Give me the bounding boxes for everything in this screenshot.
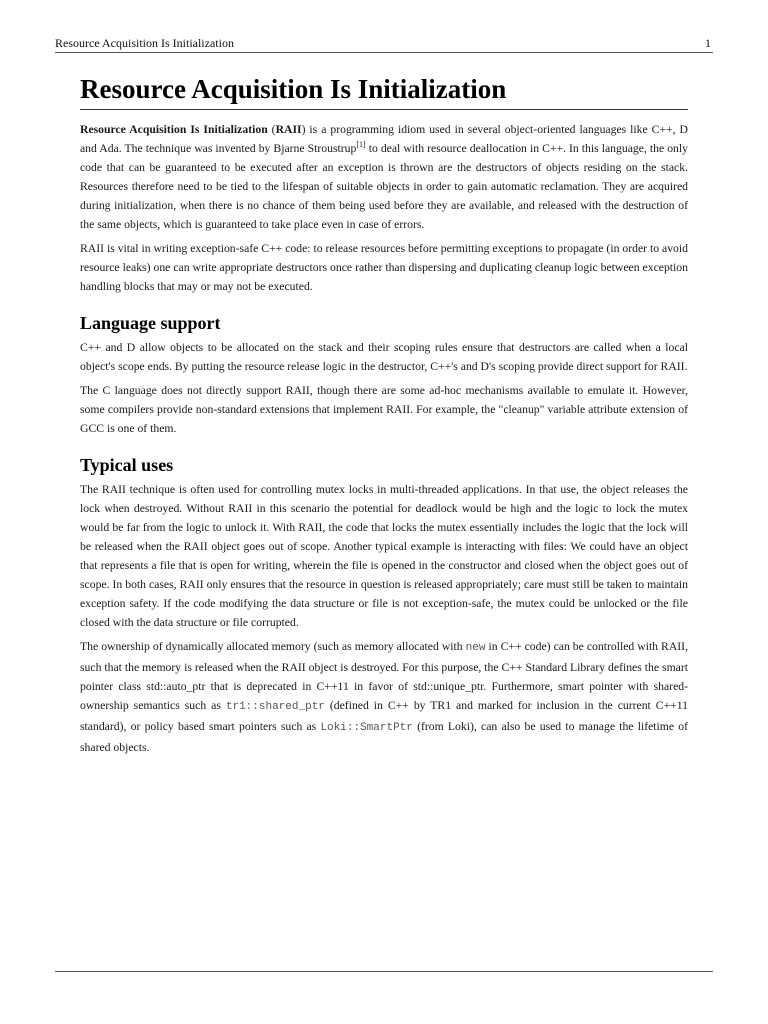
text-run: ) is a programming idiom used in several object-oriented languages like C++, D and Ada. The technique was invented by Bjarne Stroustrup xyxy=(80,123,688,155)
typical-uses-paragraph-2 xyxy=(80,637,688,757)
text-run: The ownership of dynamically allocated memory (such as memory allocated with xyxy=(80,640,466,653)
article-body xyxy=(80,72,688,762)
text-run: in C++ code) can be controlled with RAII, such that the memory is released when the RAII object is destroyed. For this purpose, the C++ Standard Library defines the smart pointer class std::auto_ptr that is deprecated in C++11 in favor of std::unique_ptr. Furthermore, smart pointer with shared-ownership semantics such as xyxy=(80,640,688,712)
inline-code: tr1::shared_ptr xyxy=(225,701,325,713)
text-run: (from Loki), can also be used to manage the lifetime of shared objects. xyxy=(80,720,688,754)
section-heading-typical-uses: Typical uses xyxy=(80,455,174,475)
defined-term: Resource Acquisition Is Initialization xyxy=(80,123,268,136)
page-number: 1 xyxy=(705,36,711,50)
language-support-paragraph-1: C++ and D allow objects to be allocated on the stack and their scoping rules ensure that destructors are called when a local object's scope ends. By putting the resource release logic in the destructor, C++'s and D's scoping provide direct support for RAII. xyxy=(80,341,688,373)
intro-paragraph-2: RAII is vital in writing exception-safe C++ code: to release resources before permitting exceptions to propagate (in order to avoid resource leaks) one can write appropriate destructors once rather than dispersing and duplicating cleanup logic between exception handling blocks that may or may not be executed. xyxy=(80,242,688,293)
footer-divider xyxy=(55,971,713,972)
inline-code: new xyxy=(465,642,486,654)
typical-uses-paragraph-1: The RAII technique is often used for controlling mutex locks in multi-threaded applications. In that use, the object releases the lock when destroyed. Without RAII in this scenario the potential for deadlock would be high and the logic to lock the mutex would be far from the logic to unlock it. With RAII, the code that locks the mutex essentially includes the logic that the lock will be released when the RAII object goes out of scope. Another typical example is interacting with files: We could have an object that represents a file that is open for writing, wherein the file is opened in the constructor and closed when the object goes out of scope. In both cases, RAII only ensures that the resource in question is released appropriately; care must still be taken to maintain exception safety. If the code modifying the data structure or file is not exception-safe, the mutex could be unlocked or the file closed with the data structure or file corrupted. xyxy=(80,483,688,629)
running-header-title: Resource Acquisition Is Initialization xyxy=(55,36,234,50)
text-run: (defined in C++ by TR1 and marked for inclusion in the current C++11 standard), or policy based smart pointers such as xyxy=(80,699,689,733)
section-heading-language-support: Language support xyxy=(80,313,221,333)
inline-code: Loki::SmartPtr xyxy=(320,722,413,734)
citation-link[interactable]: [1] xyxy=(356,140,366,150)
language-support-paragraph-2: The C language does not directly support RAII, though there are some ad-hoc mechanisms available to emulate it. However, some compilers provide non-standard extensions that implement RAII. For example, the "cleanup" variable attribute extension of GCC is one of them. xyxy=(80,384,688,435)
text-run: to deal with resource deallocation in C++. In this language, the only code that can be guaranteed to be executed after an exception is thrown are the destructors of objects residing on the stack. Resources therefore need to be tied to the lifespan of suitable objects in order to gain automatic reclamation. They are acquired during initialization, when there is no chance of them being used before they are available, and released with the destruction of the same objects, which is guaranteed to take place even in case of errors. xyxy=(80,142,688,231)
intro-paragraph-1 xyxy=(80,120,688,234)
header-divider xyxy=(55,52,713,53)
abbreviation: RAII xyxy=(275,123,302,136)
article-title: Resource Acquisition Is Initialization xyxy=(80,72,688,110)
text-run: ( xyxy=(267,123,276,136)
